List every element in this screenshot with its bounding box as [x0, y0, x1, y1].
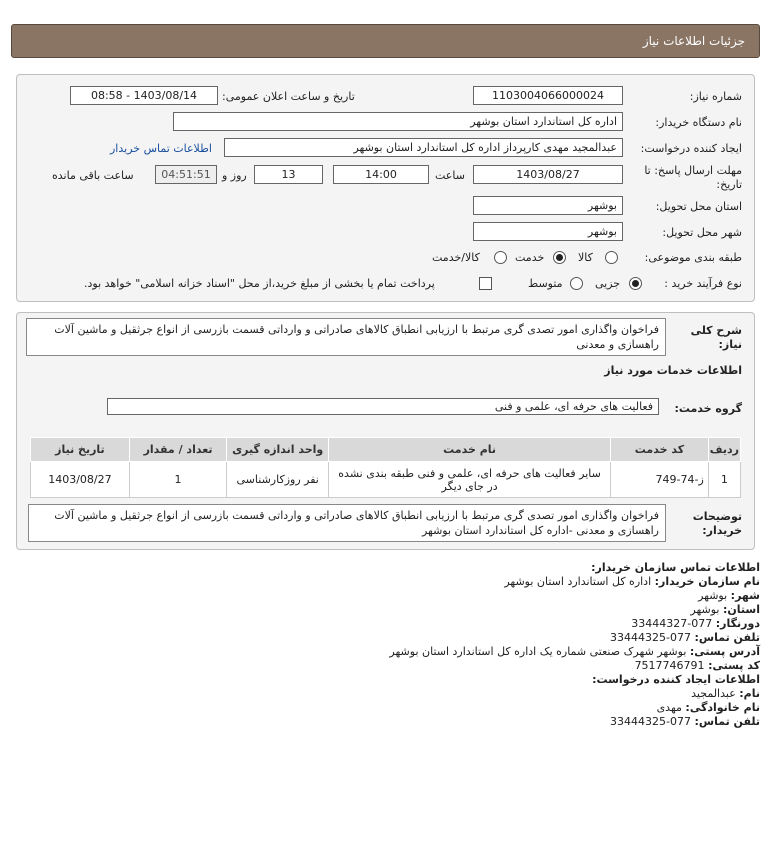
- category-goods-radio[interactable]: [605, 251, 618, 264]
- contact-heading: اطلاعات تماس سازمان خریدار:: [591, 561, 760, 574]
- creator-name: نام: عبدالمجید: [691, 687, 760, 700]
- category-goods-service-radio[interactable]: [494, 251, 507, 264]
- deadline-date-field: 1403/08/27: [473, 165, 623, 184]
- deadline-label-date: تاریخ:: [716, 178, 742, 191]
- cell-name: سایر فعالیت های حرفه ای، علمی و فنی طبقه بندی نشده در جای دیگر: [329, 462, 611, 498]
- process-medium-radio[interactable]: [570, 277, 583, 290]
- contact-fax: دورنگار: 077-33444327: [631, 617, 760, 630]
- category-service-label: خدمت: [515, 251, 545, 264]
- service-group-field: فعالیت های حرفه ای، علمی و فنی: [107, 398, 659, 415]
- contact-org: نام سازمان خریدار: اداره کل استاندارد استان بوشهر: [504, 575, 760, 588]
- services-heading: اطلاعات خدمات مورد نیاز: [604, 364, 742, 377]
- need-number-field: 1103004066000024: [473, 86, 623, 105]
- contact-postal: کد پستی: 7517746791: [634, 659, 760, 672]
- creator-field: عبدالمجید مهدی کارپرداز اداره کل استاندارد استان بوشهر: [224, 138, 623, 157]
- creator-label: ایجاد کننده درخواست:: [640, 142, 742, 155]
- col-name: نام خدمت: [329, 438, 611, 462]
- category-goods-label: کالا: [578, 251, 593, 264]
- col-code: کد خدمت: [611, 438, 709, 462]
- col-unit: واحد اندازه گیری: [227, 438, 329, 462]
- category-label: طبقه بندی موضوعی:: [644, 251, 742, 264]
- province-field: بوشهر: [473, 196, 623, 215]
- contact-address: آدرس پستی: بوشهر شهرک صنعتی شماره یک اداره کل استاندارد استان بوشهر: [389, 645, 760, 658]
- table-header-row: [31, 438, 741, 462]
- col-qty: تعداد / مقدار: [129, 438, 226, 462]
- days-field: 13: [254, 165, 323, 184]
- deadline-time-label: ساعت: [435, 169, 465, 182]
- process-minor-label: جزیی: [595, 277, 621, 290]
- remaining-time-field: 04:51:51: [155, 165, 217, 184]
- cell-date: 1403/08/27: [31, 462, 130, 498]
- process-medium-label: متوسط: [528, 277, 563, 290]
- cell-row: 1: [708, 462, 740, 498]
- buyer-org-label: نام دستگاه خریدار:: [655, 116, 742, 129]
- city-field: بوشهر: [473, 222, 623, 241]
- creator-heading: اطلاعات ایجاد کننده درخواست:: [592, 673, 760, 686]
- process-minor-radio[interactable]: [629, 277, 642, 290]
- deadline-label: مهلت ارسال پاسخ: تا: [644, 164, 742, 177]
- buyer-contact-link[interactable]: اطلاعات تماس خریدار: [110, 142, 212, 155]
- buyer-org-field: اداره کل استاندارد استان بوشهر: [173, 112, 623, 131]
- buyer-notes-label: توضیحات: [692, 510, 742, 523]
- summary-label-need: نیاز:: [718, 338, 742, 351]
- deadline-time-field: 14:00: [333, 165, 429, 184]
- remaining-label: ساعت باقی مانده: [52, 169, 134, 182]
- col-row: ردیف: [708, 438, 740, 462]
- page-header: [11, 24, 760, 58]
- cell-qty: 1: [129, 462, 226, 498]
- treasury-checkbox[interactable]: [479, 277, 492, 290]
- page-title: جزئیات اطلاعات نیاز: [642, 34, 745, 48]
- contact-city: شهر: بوشهر: [698, 589, 760, 602]
- province-label: استان محل تحویل:: [655, 200, 742, 213]
- buyer-notes-text: فراخوان واگذاری امور تصدی گری مرتبط با ارزیابی انطباق کالاهای صادراتی و وارداتی قسمت بازرسی از انواع جرثقیل و ماشین آلات راهسازی و معدنی -اداره کل استاندارد استان بوشهر: [28, 504, 666, 542]
- creator-family: نام خانوادگی: مهدی: [656, 701, 760, 714]
- contact-province: استان: بوشهر: [690, 603, 760, 616]
- category-service-radio[interactable]: [553, 251, 566, 264]
- process-label: نوع فرآیند خرید :: [664, 277, 742, 290]
- need-details-panel: [16, 74, 755, 302]
- city-label: شهر محل تحویل:: [662, 226, 742, 239]
- services-table: [30, 437, 741, 498]
- summary-label: شرح کلی: [690, 324, 742, 337]
- col-date: تاریخ نیاز: [31, 438, 130, 462]
- summary-text: فراخوان واگذاری امور تصدی گری مرتبط با ارزیابی انطباق کالاهای صادراتی و وارداتی قسمت بازرسی از انواع جرثقیل و ماشین آلات راهسازی و معدنی: [26, 318, 666, 356]
- announce-date-label: تاریخ و ساعت اعلان عمومی:: [222, 90, 355, 103]
- treasury-note: پرداخت تمام یا بخشی از مبلغ خرید،از محل "اسناد خزانه اسلامی" خواهد بود.: [84, 277, 435, 290]
- table-row: [31, 462, 741, 498]
- cell-code: ز-74-749: [611, 462, 709, 498]
- buyer-notes-label-buyer: خریدار:: [702, 524, 742, 537]
- category-goods-service-label: کالا/خدمت: [432, 251, 480, 264]
- days-label: روز و: [222, 169, 247, 182]
- announce-date-field: 1403/08/14 - 08:58: [70, 86, 218, 105]
- service-group-label: گروه خدمت:: [674, 402, 742, 415]
- contact-phone: تلفن تماس: 077-33444325: [610, 631, 760, 644]
- need-number-label: شماره نیاز:: [689, 90, 742, 103]
- creator-phone: تلفن تماس: 077-33444325: [610, 715, 760, 728]
- cell-unit: نفر روزکارشناسی: [227, 462, 329, 498]
